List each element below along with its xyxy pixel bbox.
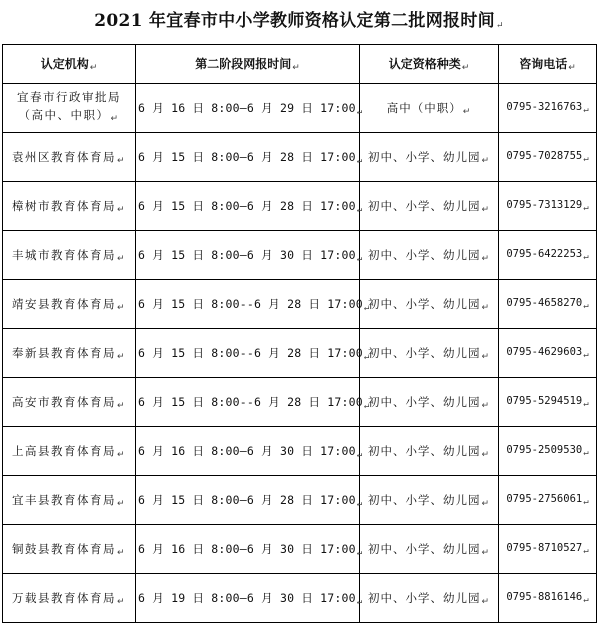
title-text: 2021 年宜春市中小学教师资格认定第二批网报时间: [94, 11, 495, 31]
phone-cell: [499, 378, 597, 427]
paragraph-mark-icon: ↵: [116, 547, 127, 558]
org-cell: [3, 133, 136, 182]
time-text: 6 月 15 日 8:00--6 月 28 日 17:00: [138, 394, 363, 409]
category-text: 初中、小学、幼儿园: [367, 541, 481, 556]
phone-text: 0795-8816146: [506, 591, 583, 603]
phone-text: 0795-2756061: [506, 493, 583, 505]
paragraph-mark-icon: ↵: [583, 595, 589, 605]
category-cell: [360, 133, 499, 182]
paragraph-mark-icon: ↵: [495, 21, 504, 31]
category-text: 初中、小学、幼儿园: [367, 198, 481, 213]
paragraph-mark-icon: ↵: [356, 204, 363, 215]
document-title: [0, 4, 598, 38]
header-label: 认定机构: [40, 57, 89, 71]
table-row: [3, 231, 597, 280]
table-row: [3, 280, 597, 329]
paragraph-mark-icon: ↵: [583, 546, 589, 556]
paragraph-mark-icon: ↵: [363, 302, 370, 313]
org-cell: [3, 329, 136, 378]
category-text: 初中、小学、幼儿园: [367, 443, 481, 458]
paragraph-mark-icon: ↵: [356, 547, 363, 558]
paragraph-mark-icon: ↵: [583, 105, 589, 115]
paragraph-mark-icon: ↵: [292, 63, 300, 73]
paragraph-mark-icon: ↵: [356, 253, 363, 264]
paragraph-mark-icon: ↵: [356, 449, 363, 460]
time-text: 6 月 15 日 8:00—6 月 28 日 17:00: [138, 149, 356, 164]
paragraph-mark-icon: ↵: [116, 498, 127, 509]
time-text: 6 月 15 日 8:00--6 月 28 日 17:00: [138, 296, 363, 311]
category-text: 初中、小学、幼儿园: [367, 394, 481, 409]
paragraph-mark-icon: ↵: [568, 63, 576, 73]
time-text: 6 月 15 日 8:00—6 月 28 日 17:00: [138, 492, 356, 507]
paragraph-mark-icon: ↵: [116, 302, 127, 313]
category-cell: [360, 427, 499, 476]
table-row: [3, 182, 597, 231]
time-text: 6 月 16 日 8:00—6 月 30 日 17:00: [138, 541, 356, 556]
paragraph-mark-icon: ↵: [462, 106, 472, 117]
time-cell: [136, 133, 363, 182]
paragraph-mark-icon: ↵: [356, 155, 363, 166]
header-label: 第二阶段网报时间: [195, 57, 292, 71]
paragraph-mark-icon: ↵: [110, 114, 120, 124]
table-body: [3, 84, 597, 623]
paragraph-mark-icon: ↵: [116, 449, 127, 460]
org-cell: [3, 427, 136, 476]
phone-cell: [499, 476, 597, 525]
org-cell: [3, 231, 136, 280]
paragraph-mark-icon: ↵: [481, 302, 491, 313]
time-cell: [136, 280, 370, 329]
paragraph-mark-icon: ↵: [583, 154, 589, 164]
paragraph-mark-icon: ↵: [481, 400, 491, 411]
paragraph-mark-icon: ↵: [356, 596, 363, 607]
category-cell: [360, 378, 499, 427]
paragraph-mark-icon: ↵: [481, 351, 491, 362]
table-row: [3, 133, 597, 182]
paragraph-mark-icon: ↵: [116, 596, 127, 607]
paragraph-mark-icon: ↵: [481, 547, 491, 558]
phone-cell: [499, 280, 597, 329]
paragraph-mark-icon: ↵: [481, 449, 491, 460]
paragraph-mark-icon: ↵: [116, 351, 127, 362]
time-text: 6 月 19 日 8:00—6 月 30 日 17:00: [138, 590, 356, 605]
paragraph-mark-icon: ↵: [481, 204, 491, 215]
phone-text: 0795-4629603: [506, 346, 583, 358]
table-header-row: [3, 45, 597, 84]
header-cell-phone: [499, 45, 597, 84]
time-text: 6 月 15 日 8:00—6 月 30 日 17:00: [138, 247, 356, 262]
category-cell: [360, 280, 499, 329]
org-name: 宜春市行政审批局: [17, 90, 121, 104]
category-text: 高中（中职）: [386, 100, 462, 115]
paragraph-mark-icon: ↵: [116, 155, 127, 166]
phone-text: 0795-5294519: [506, 395, 583, 407]
org-name: 高安市教育体育局: [11, 394, 116, 409]
time-cell: [136, 427, 363, 476]
phone-text: 0795-7028755: [506, 150, 583, 162]
phone-text: 0795-4658270: [506, 297, 583, 309]
header-label: 咨询电话: [519, 57, 568, 71]
org-name: 万载县教育体育局: [11, 590, 116, 605]
paragraph-mark-icon: ↵: [116, 204, 127, 215]
org-cell: [3, 574, 136, 623]
header-cell-category: [360, 45, 499, 84]
org-name: 靖安县教育体育局: [11, 296, 116, 311]
paragraph-mark-icon: ↵: [116, 253, 127, 264]
schedule-table: [2, 44, 597, 623]
paragraph-mark-icon: ↵: [116, 400, 127, 411]
org-cell: [3, 476, 136, 525]
org-name: 宜丰县教育体育局: [11, 492, 116, 507]
phone-text: 0795-7313129: [506, 199, 583, 211]
paragraph-mark-icon: ↵: [481, 253, 491, 264]
time-text: 6 月 16 日 8:00—6 月 30 日 17:00: [138, 443, 356, 458]
phone-cell: [499, 84, 597, 133]
table-row: [3, 427, 597, 476]
paragraph-mark-icon: ↵: [583, 350, 589, 360]
org-name: 袁州区教育体育局: [11, 149, 116, 164]
category-text: 初中、小学、幼儿园: [367, 590, 481, 605]
header-cell-org: [3, 45, 136, 84]
org-cell: [3, 182, 136, 231]
paragraph-mark-icon: ↵: [583, 252, 589, 262]
paragraph-mark-icon: ↵: [481, 155, 491, 166]
category-cell: [360, 525, 499, 574]
phone-cell: [499, 231, 597, 280]
time-cell: [136, 231, 363, 280]
phone-text: 0795-3216763: [506, 101, 583, 113]
paragraph-mark-icon: ↵: [89, 63, 98, 73]
time-cell: [136, 378, 370, 427]
phone-cell: [499, 182, 597, 231]
category-cell: [360, 84, 499, 133]
category-cell: [360, 231, 499, 280]
header-label: 认定资格种类: [388, 57, 461, 71]
category-text: 初中、小学、幼儿园: [367, 296, 481, 311]
time-text: 6 月 16 日 8:00—6 月 29 日 17:00: [138, 100, 356, 115]
table-row: [3, 84, 597, 133]
category-cell: [360, 476, 499, 525]
paragraph-mark-icon: ↵: [363, 351, 370, 362]
time-cell: [136, 329, 370, 378]
time-text: 6 月 15 日 8:00—6 月 28 日 17:00: [138, 198, 356, 213]
paragraph-mark-icon: ↵: [583, 497, 589, 507]
phone-text: 0795-2509530: [506, 444, 583, 456]
time-cell: [136, 574, 363, 623]
paragraph-mark-icon: ↵: [356, 498, 363, 509]
paragraph-mark-icon: ↵: [481, 596, 491, 607]
time-text: 6 月 15 日 8:00--6 月 28 日 17:00: [138, 345, 363, 360]
time-cell: [136, 476, 363, 525]
phone-cell: [499, 329, 597, 378]
category-cell: [360, 329, 499, 378]
org-cell: [3, 525, 136, 574]
category-text: 初中、小学、幼儿园: [367, 247, 481, 262]
paragraph-mark-icon: ↵: [461, 63, 470, 73]
paragraph-mark-icon: ↵: [583, 203, 589, 213]
time-cell: [136, 525, 363, 574]
org-name: 樟树市教育体育局: [11, 198, 116, 213]
org-cell: [3, 84, 136, 133]
paragraph-mark-icon: ↵: [583, 448, 589, 458]
category-cell: [360, 182, 499, 231]
phone-cell: [499, 574, 597, 623]
category-text: 初中、小学、幼儿园: [367, 492, 481, 507]
paragraph-mark-icon: ↵: [481, 498, 491, 509]
paragraph-mark-icon: ↵: [356, 106, 363, 117]
org-cell: [3, 280, 136, 329]
phone-cell: [499, 525, 597, 574]
category-cell: [360, 574, 499, 623]
time-cell: [136, 84, 363, 133]
phone-text: 0795-8710527: [506, 542, 583, 554]
phone-cell: [499, 427, 597, 476]
table-row: [3, 476, 597, 525]
paragraph-mark-icon: ↵: [583, 399, 589, 409]
org-name: 铜鼓县教育体育局: [11, 541, 116, 556]
org-subtitle: （高中、中职）↵: [18, 108, 120, 124]
category-text: 初中、小学、幼儿园: [367, 149, 481, 164]
org-name: 上高县教育体育局: [11, 443, 116, 458]
org-name: 丰城市教育体育局: [11, 247, 116, 262]
category-text: 初中、小学、幼儿园: [367, 345, 481, 360]
paragraph-mark-icon: ↵: [583, 301, 589, 311]
table-row: [3, 329, 597, 378]
phone-cell: [499, 133, 597, 182]
table-row: [3, 525, 597, 574]
time-cell: [136, 182, 363, 231]
paragraph-mark-icon: ↵: [363, 400, 370, 411]
table-row: [3, 378, 597, 427]
table-row: [3, 574, 597, 623]
org-name: 奉新县教育体育局: [11, 345, 116, 360]
org-cell: [3, 378, 136, 427]
phone-text: 0795-6422253: [506, 248, 583, 260]
header-cell-time: [136, 45, 360, 84]
